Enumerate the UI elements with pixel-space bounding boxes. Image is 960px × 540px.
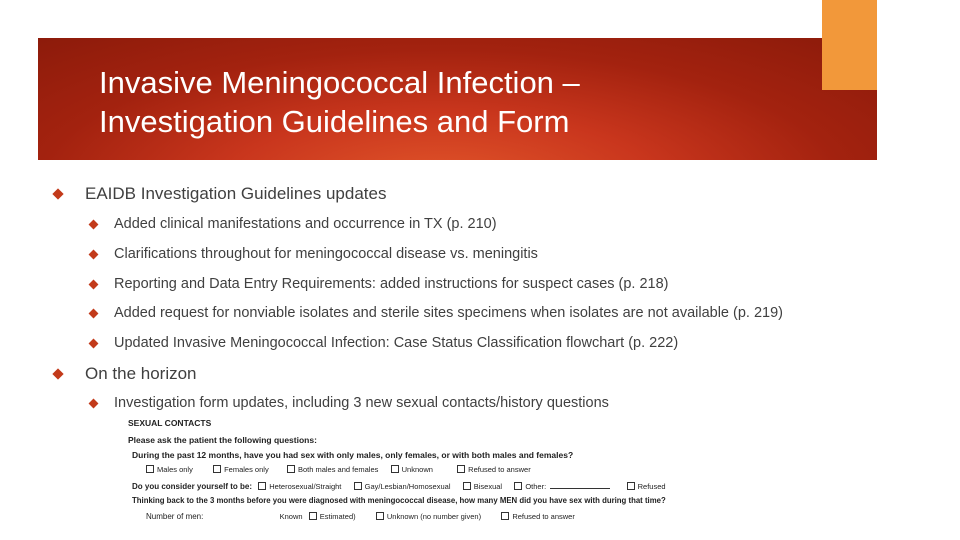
- checkbox-icon: [514, 482, 522, 490]
- bullet-text: Added clinical manifestations and occurrence in TX (p. 210): [114, 216, 497, 232]
- checkbox-icon: [457, 465, 465, 473]
- checkbox-icon: [146, 465, 154, 473]
- checkbox-icon: [501, 512, 509, 520]
- bullet-item: [89, 276, 669, 292]
- form-question-1: During the past 12 months, have you had sex with only males, only females, or with both males and females?: [132, 450, 574, 460]
- form-option: Refused to answer: [501, 512, 575, 521]
- bullet-text: On the horizon: [85, 364, 197, 383]
- bullet-item: [89, 395, 609, 411]
- diamond-bullet-icon: [89, 249, 99, 259]
- bullet-text: Added request for nonviable isolates and sterile sites specimens when isolates are not available (p. 219): [114, 305, 783, 321]
- bullet-text: Investigation form updates, including 3 new sexual contacts/history questions: [114, 395, 609, 411]
- checkbox-icon: [258, 482, 266, 490]
- form-option: Refused: [627, 482, 666, 491]
- form-option: Known: [279, 512, 303, 521]
- diamond-bullet-icon: [89, 279, 99, 289]
- diamond-bullet-icon: [89, 338, 99, 348]
- slide-title: [99, 63, 580, 141]
- checkbox-icon: [287, 465, 295, 473]
- bullet-text: Clarifications throughout for meningococcal disease vs. meningitis: [114, 246, 538, 262]
- form-question-2: Do you consider yourself to be:: [132, 482, 253, 491]
- form-option: Unknown (no number given): [376, 512, 481, 521]
- form-option: Gay/Lesbian/Homosexual: [354, 482, 451, 491]
- checkbox-icon: [354, 482, 362, 490]
- checkbox-icon: [376, 512, 384, 520]
- checkbox-icon: [391, 465, 399, 473]
- bullet-item: [52, 364, 197, 384]
- form-option: Other:: [514, 482, 546, 491]
- form-q3-row: [146, 512, 585, 521]
- form-option: Unknown: [391, 465, 433, 474]
- slide-title-line-2: Investigation Guidelines and Form: [99, 104, 570, 139]
- slide-title-line-1: Invasive Meningococcal Infection –: [99, 65, 580, 100]
- form-option: Heterosexual/Straight: [258, 482, 341, 491]
- form-instruction: Please ask the patient the following questions:: [128, 435, 317, 445]
- form-blank-line: [550, 481, 610, 489]
- bullet-text: EAIDB Investigation Guidelines updates: [85, 184, 387, 203]
- form-option: Estimated): [309, 512, 356, 521]
- diamond-bullet-icon: [89, 308, 99, 318]
- form-option: Males only: [146, 465, 193, 474]
- accent-square: [822, 0, 877, 90]
- bullet-text: Updated Invasive Meningococcal Infection: Case Status Classification flowchart (p. 222): [114, 335, 679, 351]
- bullet-item: [89, 335, 678, 351]
- checkbox-icon: [309, 512, 317, 520]
- form-section-title: SEXUAL CONTACTS: [128, 418, 212, 428]
- form-question-2-row: [132, 481, 676, 491]
- diamond-bullet-icon: [52, 368, 63, 379]
- form-option: Refused to answer: [457, 465, 531, 474]
- checkbox-icon: [213, 465, 221, 473]
- diamond-bullet-icon: [52, 188, 63, 199]
- form-option: Females only: [213, 465, 269, 474]
- form-option: Bisexual: [463, 482, 502, 491]
- form-option: Both males and females: [287, 465, 378, 474]
- sexual-contacts-form-image: [120, 416, 686, 540]
- bullet-item: [52, 184, 386, 204]
- bullet-text: Reporting and Data Entry Requirements: added instructions for suspect cases (p. 218): [114, 276, 669, 292]
- diamond-bullet-icon: [89, 398, 99, 408]
- form-question-3: Thinking back to the 3 months before you were diagnosed with meningococcal disease, how many MEN did you have sex with during that time?: [132, 496, 666, 505]
- form-q1-options: [146, 465, 541, 474]
- bullet-item: [89, 246, 538, 262]
- diamond-bullet-icon: [89, 219, 99, 229]
- bullet-item: [89, 216, 497, 232]
- bullet-item: [89, 305, 783, 321]
- form-q3-label: Number of men:: [146, 512, 204, 521]
- checkbox-icon: [627, 482, 635, 490]
- checkbox-icon: [463, 482, 471, 490]
